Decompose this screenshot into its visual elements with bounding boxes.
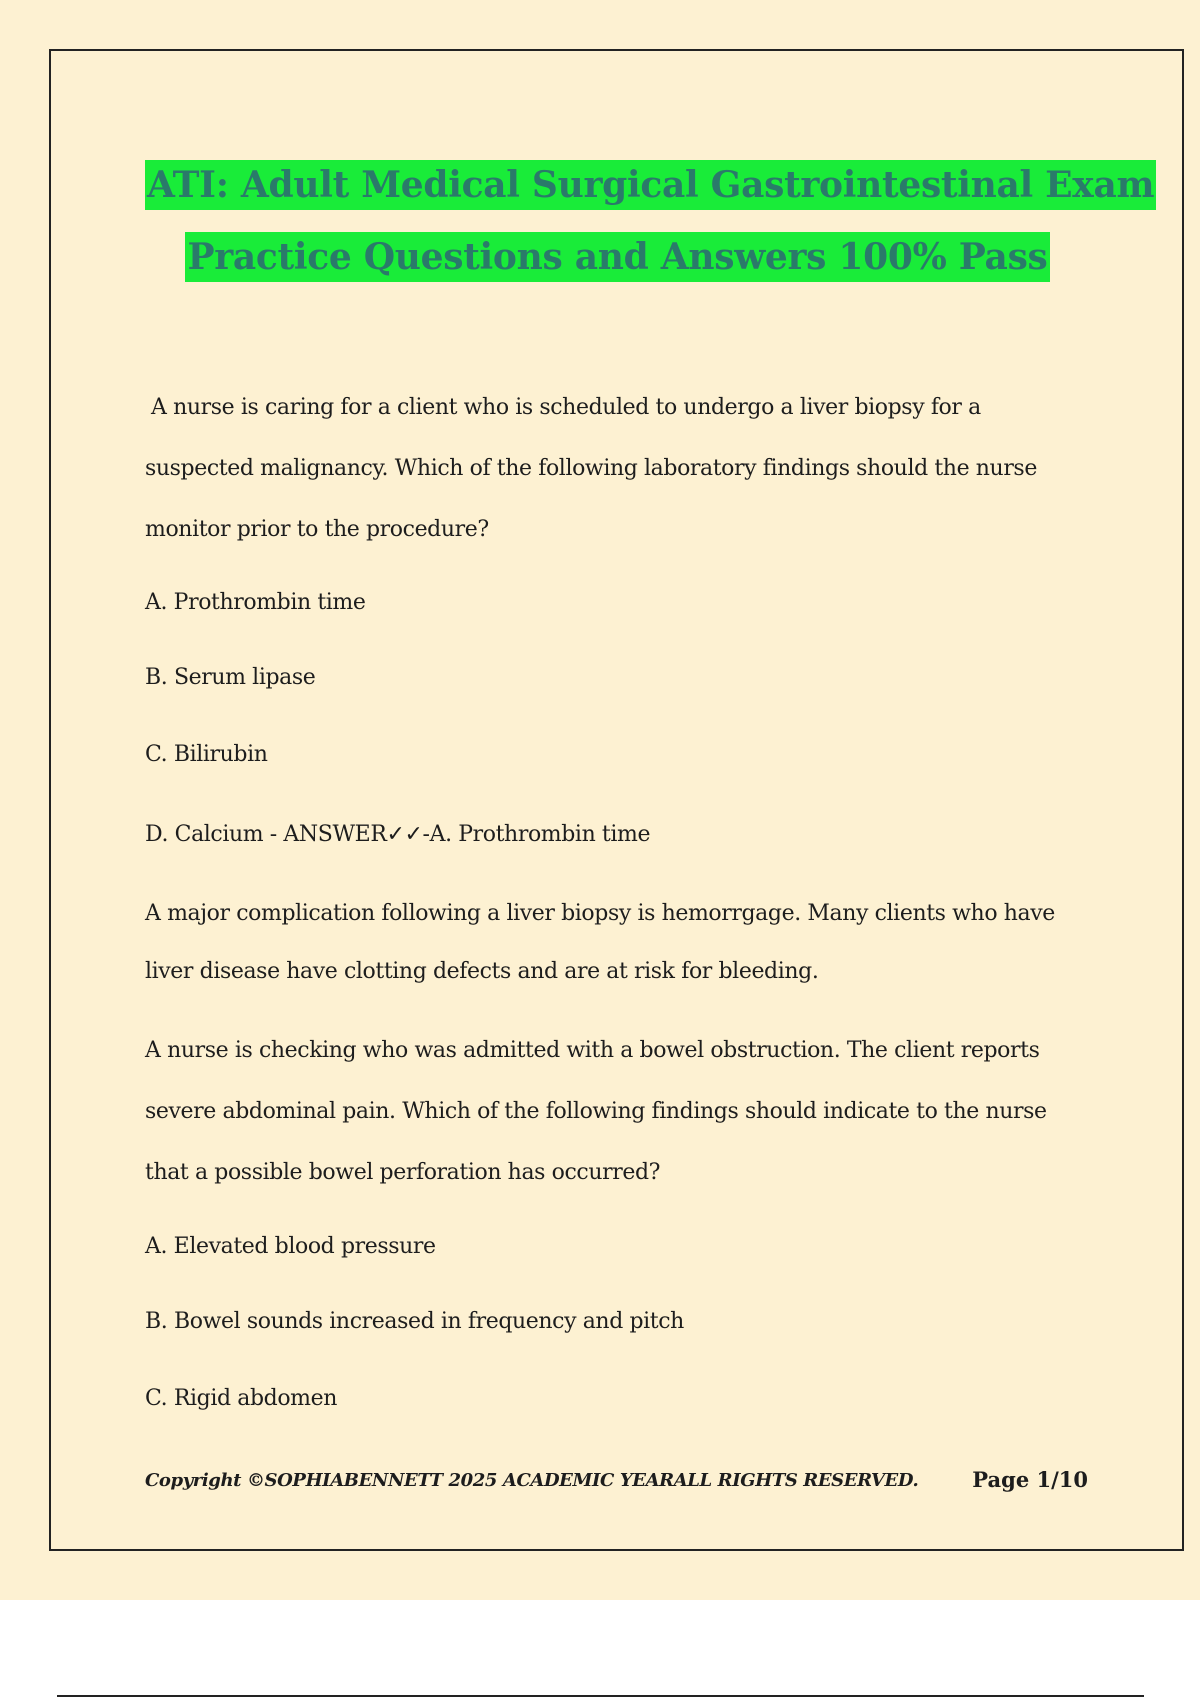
- bottom-divider: [57, 1695, 1144, 1697]
- question-2-option-a: A. Elevated blood pressure: [145, 1234, 436, 1259]
- question-1-option-b: B. Serum lipase: [145, 665, 316, 690]
- question-2-option-c: C. Rigid abdomen: [145, 1386, 338, 1411]
- footer-copyright: Copyright ©SOPHIABENNETT 2025 ACADEMIC YEARALL RIGHTS RESERVED.: [145, 1470, 919, 1491]
- question-1-option-c: C. Bilirubin: [145, 742, 268, 767]
- question-1-rationale: A major complication following a liver biopsy is hemorrgage. Many clients who have liver disease have clotting defects and are at risk for bleeding.: [145, 901, 1055, 984]
- question-2-option-b: B. Bowel sounds increased in frequency and pitch: [145, 1309, 684, 1334]
- page-number: Page 1/10: [972, 1467, 1088, 1492]
- document-title: [145, 160, 1155, 282]
- title-line-2: Practice Questions and Answers 100% Pass: [185, 232, 1049, 282]
- question-1-stem: A nurse is caring for a client who is scheduled to undergo a liver biopsy for a suspected malignancy. Which of the following laboratory findings should the nurse monitor prior to the procedure?: [145, 395, 1037, 542]
- question-1-option-a: A. Prothrombin time: [145, 590, 366, 615]
- title-line-1: ATI: Adult Medical Surgical Gastrointestinal Exam: [145, 160, 1156, 210]
- question-1-option-d-answer: D. Calcium - ANSWER✓✓-A. Prothrombin time: [145, 822, 651, 847]
- question-2-stem: A nurse is checking who was admitted with a bowel obstruction. The client reports severe abdominal pain. Which of the following findings should indicate to the nurse that a possible bowel perforation has occurred?: [145, 1038, 1047, 1185]
